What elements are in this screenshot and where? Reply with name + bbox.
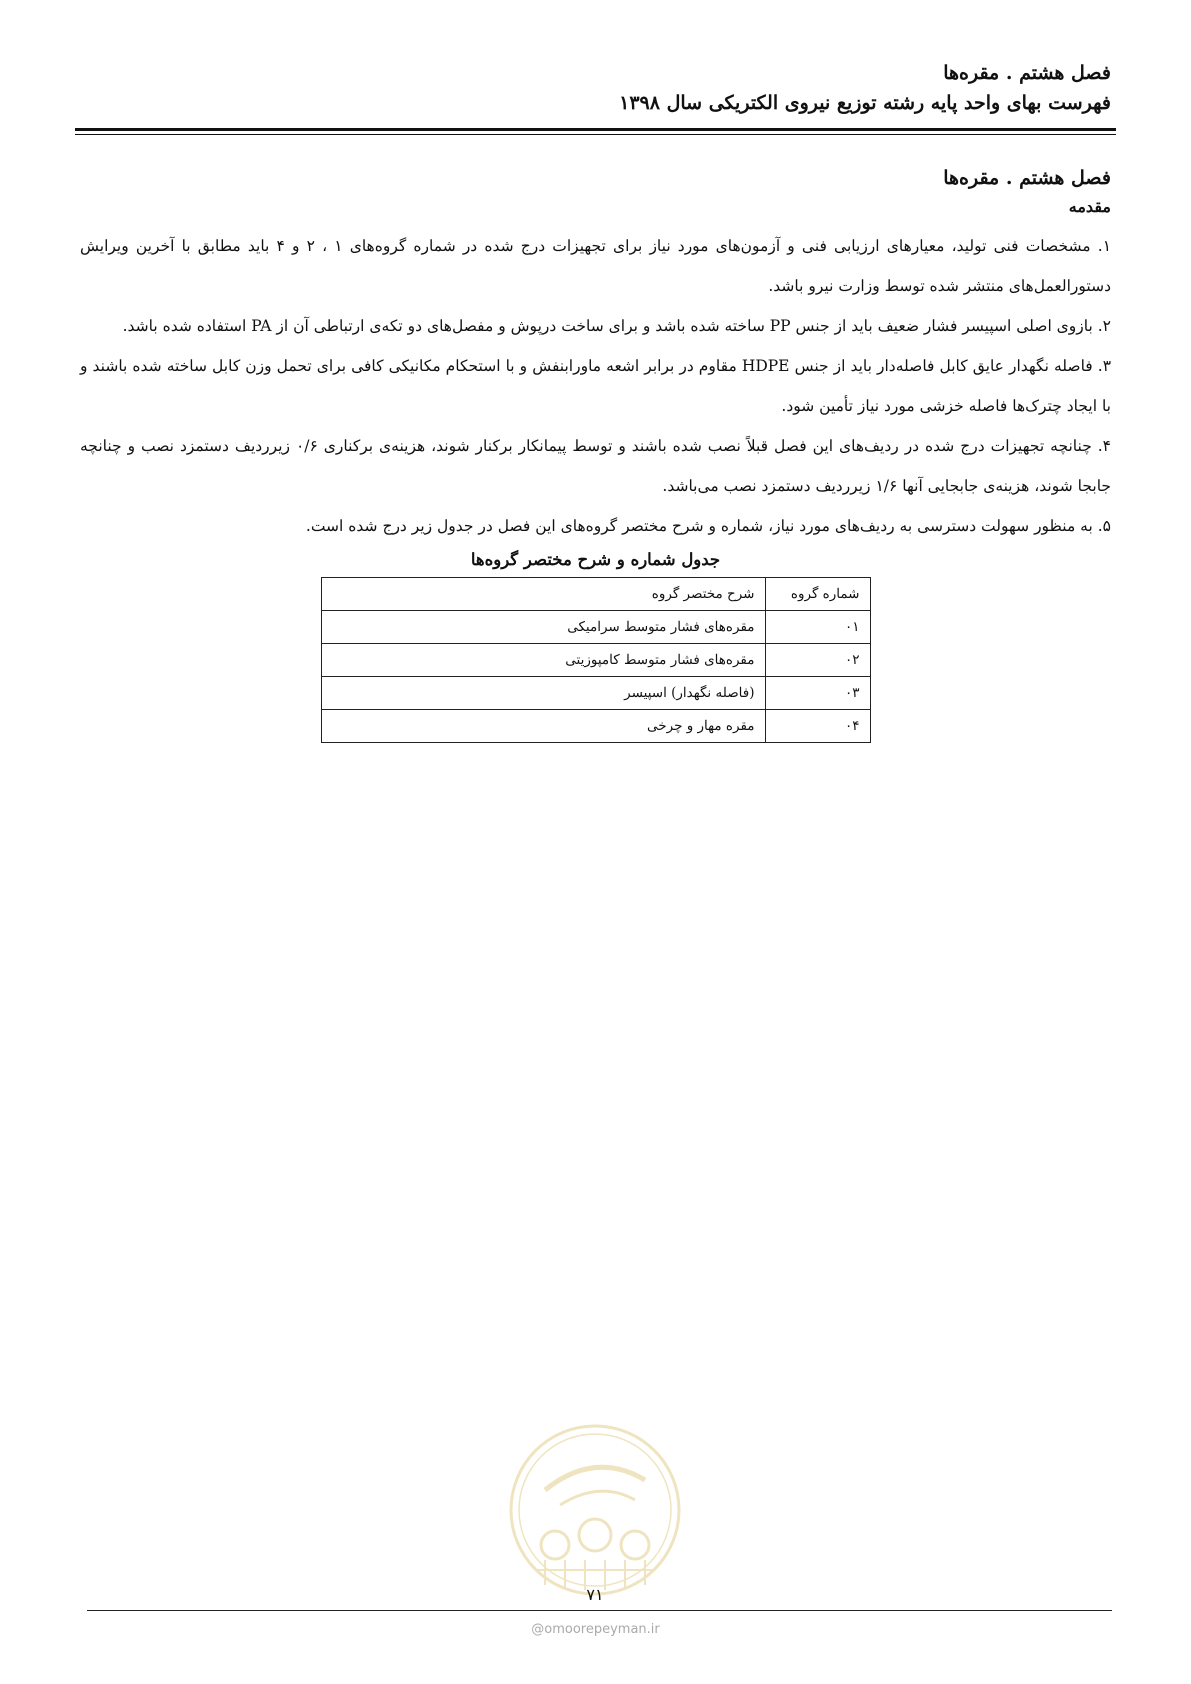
groups-table <box>321 577 871 743</box>
group-number-cell: ۰۱ <box>765 611 870 644</box>
group-description-cell: مقره مهار و چرخی <box>321 710 765 743</box>
table-header-row <box>321 578 870 611</box>
table-row <box>321 644 870 677</box>
footer-website: @omoorepeyman.ir <box>531 1622 660 1637</box>
header-document-title: فهرست بهای واحد پایه رشته توزیع نیروی الکتریکی سال ۱۳۹۸ <box>619 92 1111 114</box>
page-content <box>80 162 1111 743</box>
header-cell-number: شماره گروه <box>765 578 870 611</box>
section-title: مقدمه <box>1068 197 1111 216</box>
chapter-title: فصل هشتم . مقره‌ها <box>943 167 1111 189</box>
header-chapter: فصل هشتم . مقره‌ها <box>943 62 1111 84</box>
page-number: ۷۱ <box>586 1585 604 1604</box>
group-number-cell: ۰۴ <box>765 710 870 743</box>
group-description-cell: مقره‌های فشار متوسط کامپوزیتی <box>321 644 765 677</box>
paragraph-3: ۳. فاصله نگهدار عایق کابل فاصله‌دار باید از جنس HDPE مقاوم در برابر اشعه ماورابنفش و با استحکام مکانیکی کافی برای تحمل وزن کابل ساخته شده باشند و با ایجاد چترک‌ها فاصله خزشی مورد نیاز تأمین شود. <box>80 357 1112 415</box>
table-caption: جدول شماره و شرح مختصر گروه‌ها <box>470 550 721 569</box>
paragraph-2: ۲. بازوی اصلی اسپیسر فشار ضعیف باید از جنس PP ساخته شده باشد و برای ساخت درپوش و مفصل‌های دو تکه‌ی ارتباطی آن از PA استفاده شده باشد. <box>122 317 1111 335</box>
running-header <box>80 58 1111 118</box>
paragraph-5: ۵. به منظور سهولت دسترسی به ردیف‌های مورد نیاز، شماره و شرح مختصر گروه‌های این فصل در جدول زیر درج شده است. <box>305 517 1111 535</box>
paragraph-1: ۱. مشخصات فنی تولید، معیارهای ارزیابی فنی و آزمون‌های مورد نیاز برای تجهیزات درج شده در شماره گروه‌های ۱ ، ۲ و ۴ باید مطابق با آخرین ویرایش دستورالعمل‌های منتشر شده توسط وزارت نیرو باشد. <box>80 237 1112 295</box>
watermark-logo <box>505 1420 685 1600</box>
footer-rule <box>87 1610 1112 1611</box>
table-row <box>321 677 870 710</box>
group-number-cell: ۰۳ <box>765 677 870 710</box>
table-row <box>321 710 870 743</box>
group-description-cell: (فاصله نگهدار) اسپیسر <box>321 677 765 710</box>
group-number-cell: ۰۲ <box>765 644 870 677</box>
header-rule-thick <box>75 128 1116 131</box>
header-cell-description: شرح مختصر گروه <box>321 578 765 611</box>
header-rule-thin <box>75 134 1116 135</box>
table-row <box>321 611 870 644</box>
group-description-cell: مقره‌های فشار متوسط سرامیکی <box>321 611 765 644</box>
paragraph-4: ۴. چنانچه تجهیزات درج شده در ردیف‌های این فصل قبلاً نصب شده باشند و توسط پیمانکار برکنار شوند، هزینه‌ی برکناری ۰/۶ زیرردیف دستمزد نصب و چنانچه جابجا شوند، هزینه‌ی جابجایی آنها ۱/۶ زیرردیف دستمزد نصب می‌باشد. <box>80 437 1111 495</box>
